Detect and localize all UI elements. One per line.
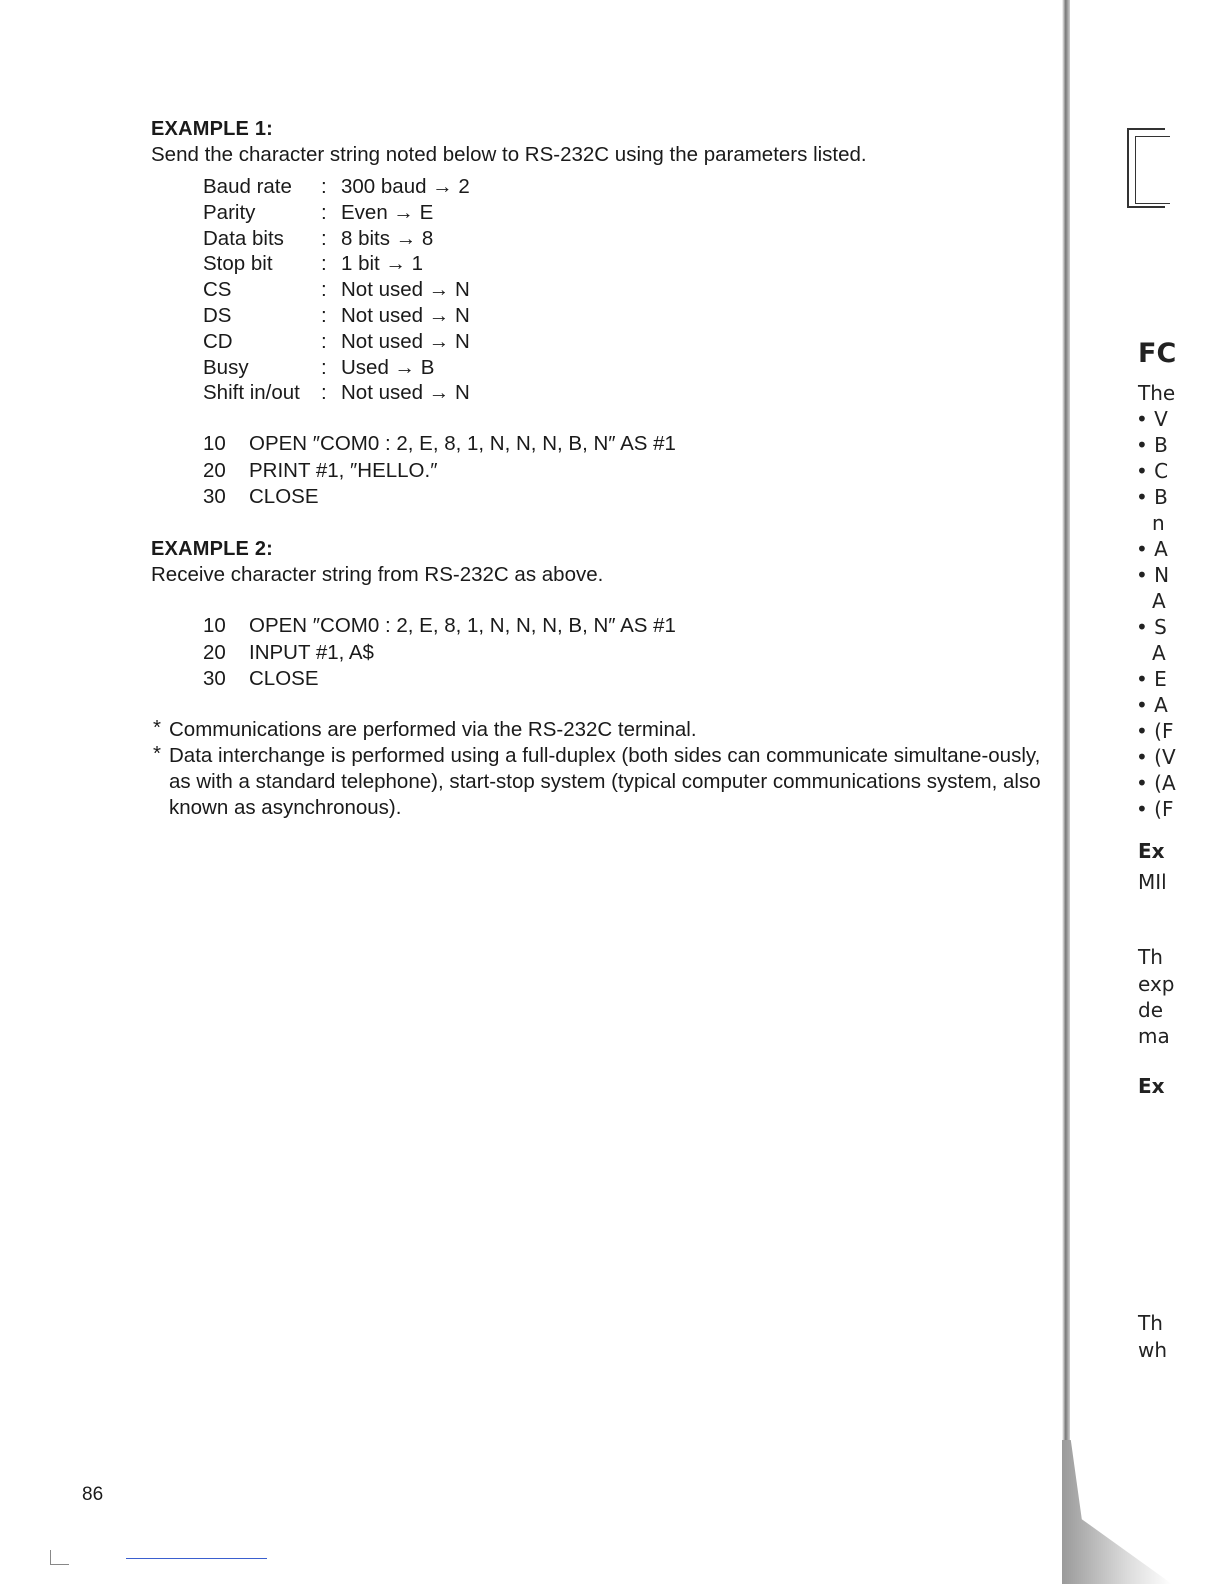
book-spine [1062, 0, 1070, 1584]
line-number: 10 [203, 432, 226, 455]
example1-heading: EXAMPLE 1: [151, 118, 274, 140]
param-name: Baud rate [203, 175, 292, 198]
param-value: 1 bit → 1 [341, 252, 424, 276]
facing-line: • S [1136, 615, 1167, 639]
facing-line: • A [1136, 537, 1168, 561]
code-line [203, 613, 676, 640]
param-value: 8 bits → 8 [341, 226, 434, 250]
spine-shadow [1062, 1440, 1172, 1584]
facing-line: exp [1138, 972, 1175, 996]
note-item [151, 743, 1041, 821]
param-value: 300 baud → 2 [341, 175, 470, 198]
example1-code [203, 431, 676, 511]
facing-line: wh [1138, 1338, 1168, 1362]
facing-line: • (F [1136, 719, 1174, 743]
facing-label: Ex [1138, 1074, 1165, 1098]
facing-line: • E [1136, 667, 1167, 691]
code-line [203, 431, 676, 458]
param-colon: : [321, 355, 327, 379]
param-value: Not used → N [341, 303, 470, 327]
param-name: Shift in/out [203, 381, 300, 405]
param-row [203, 174, 470, 200]
facing-line: • (V [1136, 745, 1176, 769]
param-name: CS [203, 278, 232, 302]
param-row [203, 226, 470, 252]
facing-page-box-icon [1127, 128, 1165, 208]
param-row [203, 251, 470, 277]
code-text: INPUT #1, A$ [249, 640, 374, 664]
code-text: OPEN ″COM0 : 2, E, 8, 1, N, N, N, B, N″ AS #1 [249, 432, 676, 455]
param-value: Even → E [341, 200, 434, 224]
facing-line: • B [1136, 485, 1168, 509]
facing-line: A [1152, 589, 1166, 613]
facing-line: Th [1138, 945, 1163, 969]
code-line [203, 484, 676, 511]
line-number: 30 [203, 485, 226, 508]
param-row [203, 200, 470, 226]
param-name: Busy [203, 355, 249, 379]
code-text: OPEN ″COM0 : 2, E, 8, 1, N, N, N, B, N″ AS #1 [249, 614, 676, 637]
facing-line: • B [1136, 433, 1168, 457]
facing-line: Th [1138, 1311, 1163, 1335]
note-marker: * [153, 742, 161, 765]
facing-line: A [1152, 641, 1166, 665]
facing-line: • N [1136, 563, 1170, 587]
code-text: CLOSE [249, 485, 319, 508]
crop-mark [50, 1550, 69, 1565]
facing-line: • C [1136, 459, 1169, 483]
param-value: Not used → N [341, 278, 470, 302]
facing-line: de [1138, 998, 1163, 1022]
facing-heading: FC [1138, 338, 1177, 369]
param-colon: : [321, 252, 327, 276]
code-text: PRINT #1, ″HELLO.″ [249, 458, 438, 482]
page-number: 86 [82, 1484, 104, 1505]
facing-line: MIl [1138, 870, 1167, 894]
param-value: Not used → N [341, 329, 470, 353]
param-colon: : [321, 303, 327, 327]
facing-line: • A [1136, 693, 1168, 717]
param-row [203, 303, 470, 329]
param-row [203, 355, 470, 381]
facing-line: ma [1138, 1024, 1170, 1048]
param-name: Data bits [203, 226, 284, 250]
line-number: 20 [203, 458, 226, 482]
param-colon: : [321, 175, 327, 198]
param-row [203, 380, 470, 406]
parameter-table [203, 174, 470, 406]
facing-line: • (F [1136, 797, 1174, 821]
param-value: Not used → N [341, 381, 470, 405]
example1-intro: Send the character string noted below to RS-232C using the parameters listed. [151, 143, 867, 166]
facing-line: n [1152, 511, 1165, 535]
param-colon: : [321, 226, 327, 250]
note-item [151, 717, 1041, 743]
notes [151, 717, 1041, 821]
param-colon: : [321, 278, 327, 302]
code-text: CLOSE [249, 667, 319, 690]
line-number: 30 [203, 667, 226, 690]
note-text: Communications are performed via the RS-232C terminal. [169, 718, 697, 741]
param-name: CD [203, 329, 233, 353]
scan-line-artifact [126, 1558, 267, 1559]
code-line [203, 666, 676, 693]
code-line [203, 458, 676, 485]
facing-line: The [1138, 381, 1176, 405]
facing-line: • (A [1136, 771, 1176, 795]
facing-line: • V [1136, 407, 1168, 431]
line-number: 20 [203, 640, 226, 664]
code-line [203, 640, 676, 667]
example2-intro: Receive character string from RS-232C as above. [151, 563, 604, 586]
line-number: 10 [203, 614, 226, 637]
param-row [203, 277, 470, 303]
param-name: Parity [203, 200, 256, 224]
param-colon: : [321, 381, 327, 405]
note-text: Data interchange is performed using a full-duplex (both sides can communicate simultane-ously, as with a standard telephone), start-stop system (typical computer communications system, also known as asynchronous). [169, 744, 1041, 819]
facing-label: Ex [1138, 839, 1165, 863]
param-name: Stop bit [203, 252, 273, 276]
example2-code [203, 613, 676, 693]
param-colon: : [321, 200, 327, 224]
param-name: DS [203, 303, 232, 327]
example2-heading: EXAMPLE 2: [151, 538, 274, 560]
param-colon: : [321, 329, 327, 353]
note-marker: * [153, 716, 161, 739]
param-value: Used → B [341, 355, 435, 379]
param-row [203, 329, 470, 355]
